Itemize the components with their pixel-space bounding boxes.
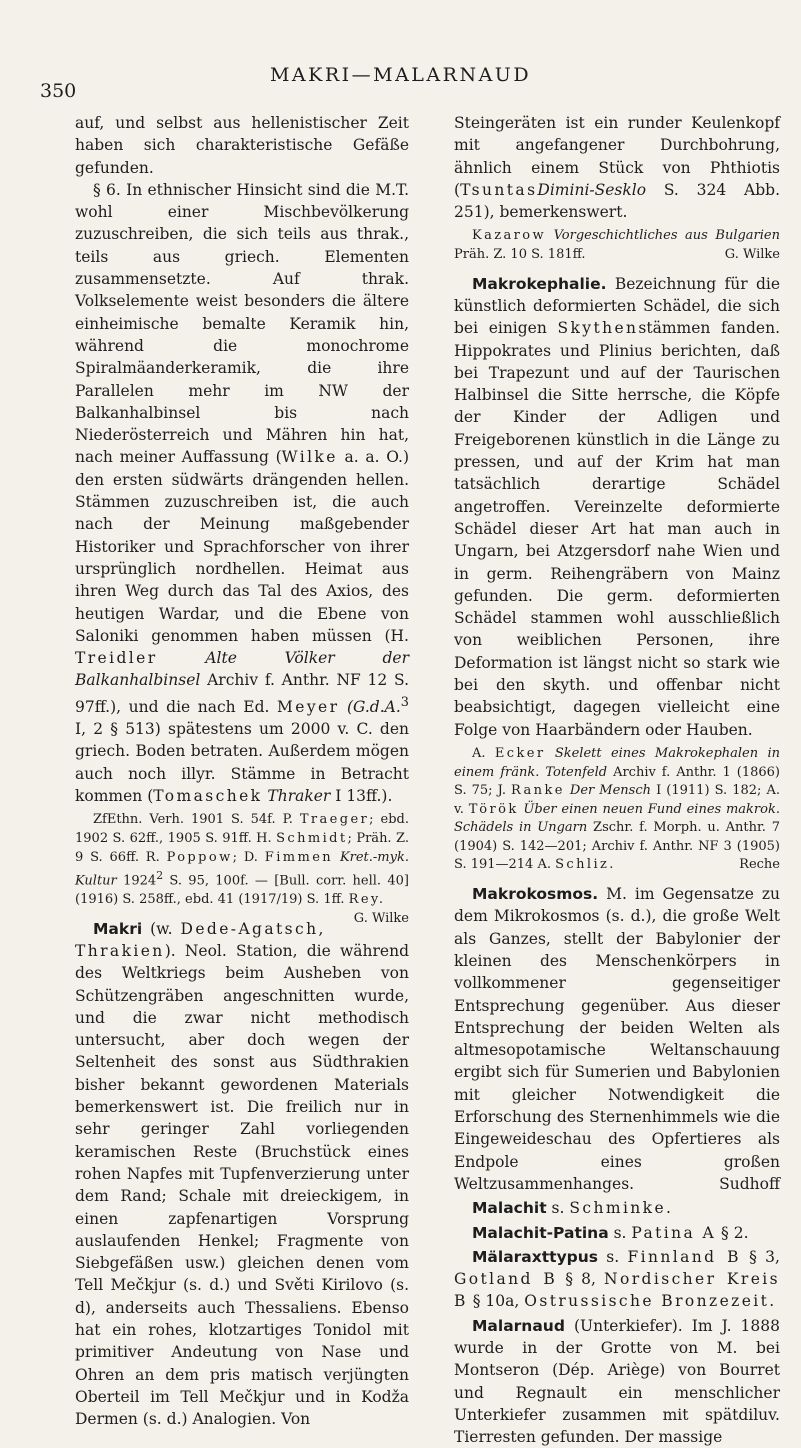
- references-block: ZfEthn. Verh. 1901 S. 54f. P. Traeger; ebd. 1902 S. 62ff., 1905 S. 91ff. H. Schmidt; Präh. Z. 9 S. 66ff. R. Poppow; D. Fimmen Kret.-myk. Kultur 1924$^2$ S. 95, 100f. — [Bull. corr. hell. 40] (1916) S. 258ff., ebd. 41 (1917/19) S. 1ff. Rey. G. Wilke: [75, 811, 409, 909]
- section-6-paragraph: § 6. In ethnischer Hinsicht sind die M.T. wohl einer Mischbevölkerung zuzuschreiben, die sich teils aus thrak., teils aus griech. Elementen zusammensetzte. Auf thrak. Volkselemente weist besonders die ältere einheimische bemalte Keramik hin, während die monochrome Spiralmäanderkeramik, die ihre Parallelen mehr im NW der Balkanhalbinsel bis nach Niederösterreich und Mähren hin hat, nach meiner Auffassung (Wilke a. a. O.) den ersten südwärts drängenden hellen. Stämmen zuzuschreiben ist, die auch nach der Meinung maßgebender Historiker und Sprachforscher von ihrer ursprünglich nordhellen. Heimat aus ihren Weg durch das Tal des Axios, des heutigen Wardar, und die Ebene von Saloniki genommen haben müssen (H. Treidler Alte Völker der Balkanhalbinsel Archiv f. Anthr. NF 12 S. 97ff.), und die nach Ed. Meyer (G.d.A.$^3$ I, 2 § 513) spätestens um 2000 v. C. den griech. Boden betraten. Außerdem mögen auch noch illyr. Stämme in Betracht kommen (Tomaschek Thraker I 13ff.).: [75, 180, 409, 806]
- entry-malarnaud: Malarnaud (Unterkiefer). Im J. 1888 wurde in der Grotte von M. bei Montseron (Dép. Ariège) von Bourret und Regnault ein menschlicher Unterkiefer zusammen mit spätdiluv. Tierresten gefunden. Der massige: [454, 1316, 780, 1447]
- lemma: Mälaraxttypus: [472, 1247, 599, 1266]
- author-signature: Reche: [739, 857, 780, 873]
- author-signature: G. Wilke: [353, 910, 409, 926]
- lemma: Malachit: [472, 1199, 547, 1218]
- lemma: Makrokephalie.: [472, 274, 607, 293]
- entry-malachit-patina: Malachit-Patina s. Patina A § 2.: [472, 1223, 749, 1242]
- lemma: Makri: [93, 919, 143, 938]
- entry-makrokosmos: Makrokosmos. M. im Gegensatze zu dem Mikrokosmos (s. d.), die große Welt als Ganzes, stellt der Babylonier der kleinen des Menschenkörpers in vollkommener gegenseitiger Entsprechung gegenüber. Aus dieser Entsprechung der beiden Welten als altmesopotamische Weltanschauung ergibt sich für Sumerien und Babylonien mit gleicher Notwendigkeit die Erforschung des Sternenhimmels wie die Eingeweideschau des Opfertieres als Endpole eines großen Weltzusammenhanges. Sudhoff: [454, 883, 780, 1195]
- author-signature: G. Wilke: [724, 247, 780, 263]
- references-block: A. Ecker Skelett eines Makrokephalen in einem fränk. Totenfeld Archiv f. Anthr. 1 (1866) S. 75; J. Ranke Der Mensch I (1911) S. 182; A. v. Török Über einen neuen Fund eines makrok. Schädels in Ungarn Zschr. f. Morph. u. Anthr. 7 (1904) S. 142—201; Archiv f. Anthr. NF 3 (1905) S. 191—214 A. Schliz. Reche: [454, 745, 780, 875]
- lemma: Malachit-Patina: [472, 1223, 609, 1242]
- lemma: Malarnaud: [472, 1316, 565, 1335]
- left-column: [75, 112, 409, 1430]
- entry-makrokephalie: Makrokephalie. Bezeichnung für die künstlich deformierten Schädel, die sich bei einigen Skythenstämmen fanden. Hippokrates und Plinius berichten, daß bei Trapezunt und auf der Taurischen Halbinsel die Sitte herrsche, die Köpfe der Kinder der Adligen und Freigeborenen künstlich in die Länge zu pressen, und auf der Krim hat man tatsächlich derartige Schädel angetroffen. Vereinzelte deformierte Schädel dieser Art hat man auch in Ungarn, bei Atzgersdorf nahe Wien und in germ. Reihengräbern von Mainz gefunden. Die germ. deformierten Schädel stammen wohl ausschließlich von weiblichen Personen, ihre Deformation ist längst nicht so stark wie bei den skyth. und offenbar nicht beabsichtigt, dagegen vielleicht eine Folge von Haarbändern oder Hauben.: [454, 274, 780, 739]
- right-column: [454, 112, 780, 1448]
- page-number: 350: [40, 80, 77, 102]
- entry-malachit: Malachit s. Schminke.: [472, 1199, 674, 1218]
- continuation-paragraph: auf, und selbst aus hellenistischer Zeit haben sich charakteristische Gefäße gefunden.: [75, 114, 409, 177]
- running-head: MAKRI—MALARNAUD: [269, 64, 532, 86]
- lemma: Makrokosmos.: [472, 885, 599, 904]
- continuation-paragraph: Steingeräten ist ein runder Keulenkopf mit angefangener Durchbohrung, ähnlich einem Stück von Phthiotis (TsuntasDimini-Sesklo S. 324 Abb. 251), bemerkenswert.: [454, 114, 780, 222]
- entry-makri: Makri (w. Dede-Agatsch, Thrakien). Neol. Station, die während des Weltkriegs beim Ausheben von Schützengräben angeschnitten wurde, und die zwar nicht methodisch untersucht, aber doch wegen der Seltenheit des sonst aus Südthrakien bisher bekannt gewordenen Materials bemerkenswert ist. Die freilich nur in sehr geringer Zahl vorliegenden keramischen Reste (Bruchstück eines rohen Napfes mit Tupfenverzierung unter dem Rand; Schale mit dreieckigem, in einen zapfenartigen Vorsprung auslaufenden Henkel; Fragmente von Siebgefäßen usw.) gleichen denen vom Tell Mečkjur (s. d.) und Světi Kirilovo (s. d), anderseits auch Thessaliens. Ebenso hat ein rohes, klotzartiges Tonidol mit primitiver Andeutung von Nase und Ohren an dem pris matisch verjüngten Oberteil im Tell Mečkjur und in Kodža Dermen (s. d.) Analogien. Von: [75, 919, 409, 1429]
- entry-malaraxttypus: Mälaraxttypus s. Finnland B § 3, Gotland B § 8, Nordischer Kreis B § 10a, Ostrussische Bronzezeit.: [454, 1247, 780, 1311]
- references-block: Kazarow Vorgeschichtliches aus Bulgarien Präh. Z. 10 S. 181ff. G. Wilke: [454, 227, 780, 264]
- author-signature: Sudhoff: [719, 1174, 780, 1193]
